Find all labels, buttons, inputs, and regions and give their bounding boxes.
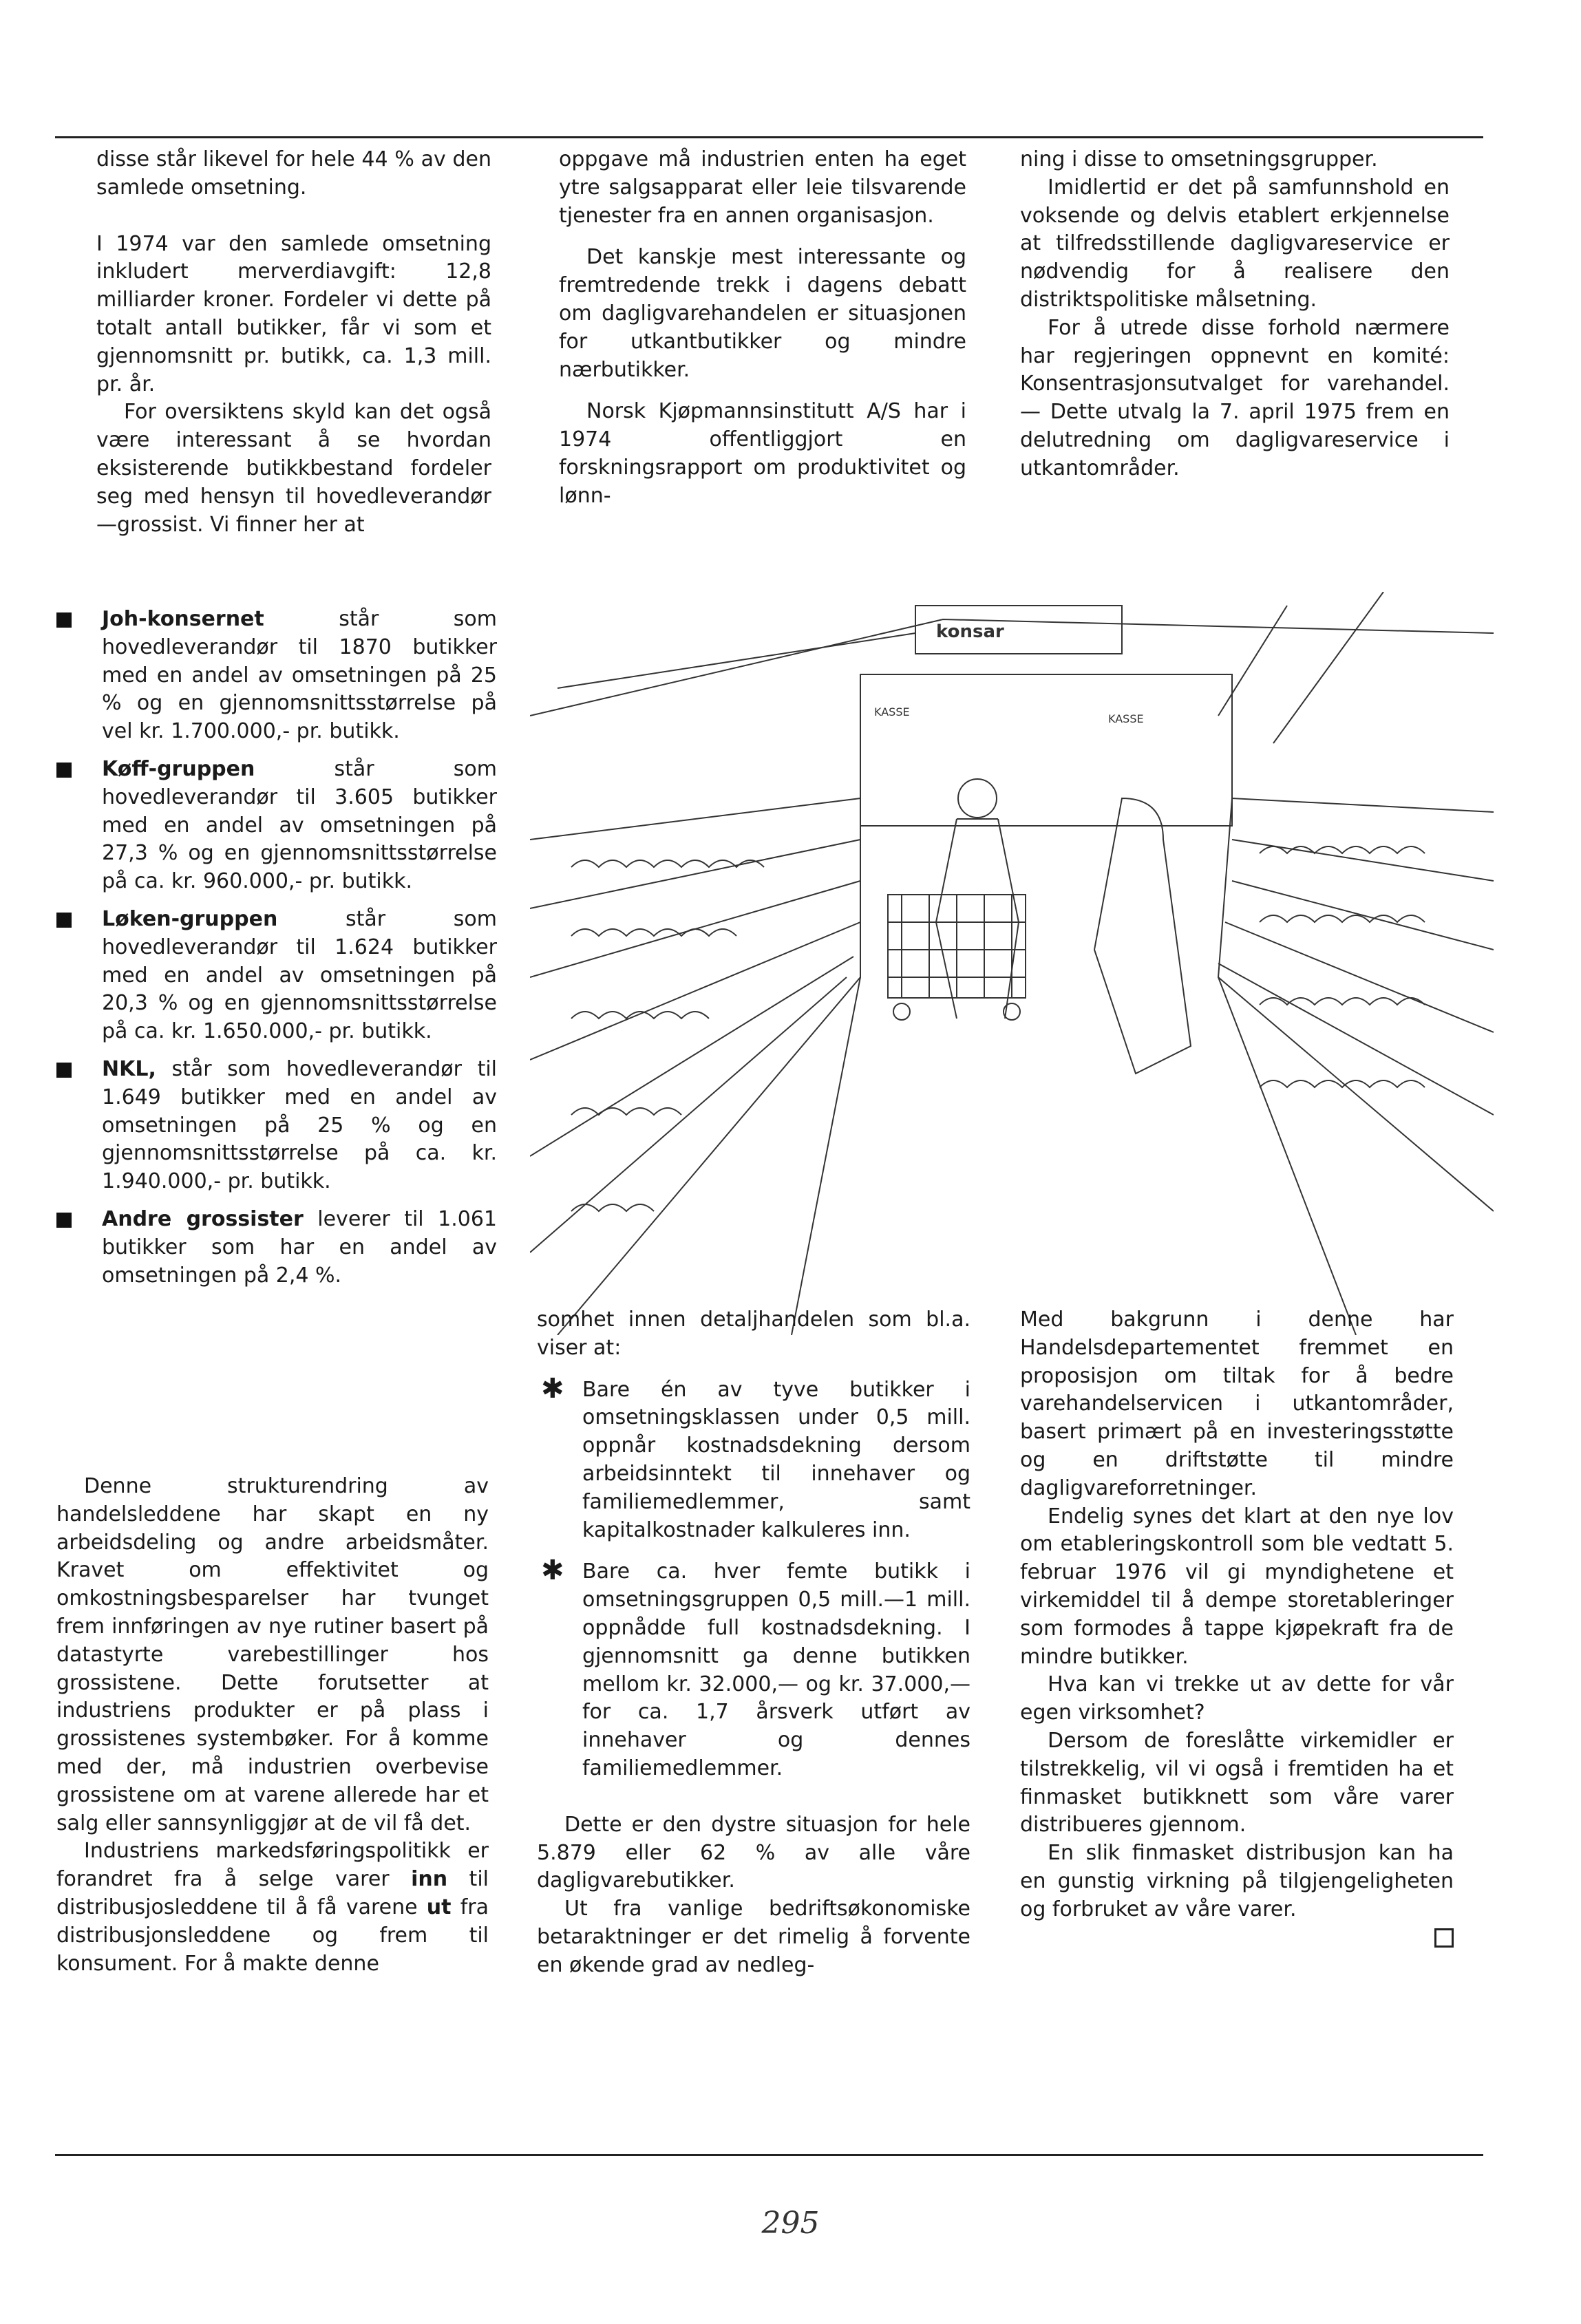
list-item-text: Bare ca. hver femte butikk i omsetningsgruppen 0,5 mill.—1 mill. oppnådde full kostnadsdekning. I gjennomsnitt ga denne butikken mellom kr. 32.000,— og kr. 37.000,— for ca. 1,7 årsverk utført av innehaver og dennes familiemedlemmer. [582, 1559, 970, 1780]
list-item-text: står som hovedleverandør til 1870 butikker med en andel av omsetningen på 25 % og en gjennomsnittsstørrelse på vel kr. 1.700.000,- pr. butikk. [102, 607, 497, 744]
product-stack [1260, 1080, 1425, 1087]
left-shelf [530, 798, 860, 1335]
text-span: Industriens markedsføringspolitikk er forandret fra å selge varer [56, 1839, 489, 1892]
list-item [56, 756, 497, 896]
cart-wheel [893, 1003, 910, 1020]
aisle-line [1218, 977, 1356, 1335]
list-item-text: Bare én av tyve butikker i omsetningsklassen under 0,5 mill. oppnår kostnadsdekning dersom arbeidsinntekt til innehaver og familiemedlemmer, samt kapitalkostnader kalkuleres inn. [582, 1377, 970, 1542]
second-figure [1094, 798, 1191, 1074]
paragraph: Ut fra vanlige bedriftsøkonomiske betaraktninger er det rimelig å forvente en økende grad av nedleg- [537, 1897, 970, 1977]
paragraph: Det kanskje mest interessante og fremtredende trekk i dagens debatt om dagligvarehandelen er situasjonen for utkantbutikker og mindre nærbutikker. [559, 245, 966, 382]
column-1-top [96, 146, 491, 539]
paragraph: Med bakgrunn i denne har Handelsdepartementet fremmet en proposisjon om tiltak for å bedre varehandelservicen i utkantområder, basert primært på en investeringsstøtte og en driftstøtte til mindre dagligvareforretninger. [1020, 1308, 1454, 1500]
square-bullet-icon [56, 612, 72, 628]
list-item [537, 1372, 970, 1545]
end-mark [1020, 1924, 1454, 1952]
column-3-bottom [1020, 1306, 1454, 1952]
paragraph: disse står likevel for hele 44 % av den samlede omsetning. [96, 147, 491, 200]
asterisk-bullet-icon: ✱ [541, 1372, 564, 1405]
square-bullet-icon [56, 1063, 72, 1078]
paragraph: Imidlertid er det på samfunnshold en voksende og delvis etablert erkjennelse at tilfredsstillende dagligvareservice er nødvendig for å realisere den distriktspolitiske målsetning. [1020, 175, 1450, 312]
asterisk-bullet-icon: ✱ [541, 1555, 564, 1587]
list-item-title: NKL, [102, 1056, 156, 1081]
list-item-title: Joh-konsernet [102, 607, 264, 631]
ceiling-line [530, 619, 1494, 716]
emphasis-ut: ut [426, 1895, 452, 1919]
end-of-article-icon [1434, 1928, 1454, 1948]
column-2-top [559, 146, 966, 511]
paragraph: I 1974 var den samlede omsetning inkludert merverdiavgift: 12,8 milliarder kroner. Fordeler vi dette på totalt antall butikker, får vi som et gjennomsnitt pr. butikk, ca. 1,3 mill. pr. år. [96, 231, 491, 396]
ceiling-line [558, 633, 915, 688]
list-item [56, 606, 497, 746]
list-item [56, 1206, 497, 1290]
grossist-list [56, 606, 497, 1299]
paragraph: Denne strukturendring av handelsleddene har skapt en ny arbeidsdeling og andre arbeidsmåter. Kravet om effektivitet og omkostningsbesparelser har tvunget frem innføringen av nye rutiner basert på datastyrte varebestillinger hos grossistene. Dette forutsetter at industriens produkter er på plass i grossistenes systembøker. For å komme med der, må industrien overbevise grossistene om at varene allerede har et salg eller sannsynliggjør at de vil få det. [56, 1474, 489, 1835]
paragraph: somhet innen detaljhandelen som bl.a. viser at: [537, 1308, 970, 1360]
paragraph: Norsk Kjøpmannsinstitutt A/S har i 1974 offentliggjort en forskningsrapport om produktivitet og lønn- [559, 399, 966, 508]
list-item-text: leverer til 1.061 butikker som har en andel av omsetningen på 2,4 %. [102, 1206, 497, 1288]
paragraph: Dersom de foreslåtte virkemidler er tilstrekkelig, vil vi også i fremtiden ha et finmasket butikknett som våre varer distribueres gjennom. [1020, 1728, 1454, 1837]
cart-grid [888, 895, 1026, 998]
product-stack [571, 1012, 709, 1019]
product-stack [1260, 998, 1425, 1005]
ceiling-line [1273, 592, 1383, 743]
shopper-head [958, 779, 997, 818]
aisle-line [792, 977, 860, 1335]
square-bullet-icon [56, 913, 72, 928]
left-shelf [530, 840, 860, 908]
product-stack [571, 929, 736, 936]
column-1-bottom [56, 1473, 489, 1978]
ceiling-line [1218, 606, 1287, 716]
list-item-text: står som hovedleverandør til 1.649 butikker med en andel av omsetningen på 25 % og en gjennomsnittsstørrelse på ca. kr. 1.940.000,- pr. butikk. [102, 1056, 497, 1194]
supermarket-illustration [530, 592, 1494, 1335]
list-item-title: Andre grossister [102, 1206, 304, 1231]
column-2-bottom [537, 1306, 970, 1980]
paragraph: ning i disse to omsetningsgrupper. [1020, 147, 1378, 171]
list-item-text: står som hovedleverandør til 1.624 butikker med en andel av omsetningen på 20,3 % og en gjennomsnittsstørrelse på ca. kr. 1.650.000,- pr. butikk. [102, 906, 497, 1044]
product-stack [1260, 915, 1425, 922]
left-shelf [530, 957, 853, 1156]
back-wall [860, 674, 1232, 826]
shopper-body [936, 819, 1019, 1019]
text-span: til distribusjosleddene til å få varene [56, 1867, 489, 1919]
paragraph [56, 1837, 489, 1978]
paragraph: For oversiktens skyld kan det også være interessant å se hvordan eksisterende butikkbestand fordeler seg med hensyn til hovedleverandør —grossist. Vi finner her at [96, 400, 491, 537]
finding-list [537, 1372, 970, 1783]
right-shelf [1232, 840, 1494, 881]
column-3-top [1020, 146, 1450, 483]
checkout-sign: KASSE [874, 705, 910, 718]
left-shelf [530, 922, 860, 1060]
checkout-sign: KASSE [1108, 712, 1144, 725]
list-item [56, 1056, 497, 1196]
emphasis-inn: inn [411, 1867, 448, 1892]
list-item-title: Løken-gruppen [102, 906, 278, 931]
paragraph: Dette er den dystre situasjon for hele 5.879 eller 62 % av alle våre dagligvarebutikker. [537, 1812, 970, 1893]
list-item-title: Køff-gruppen [102, 756, 255, 781]
paragraph: oppgave må industrien enten ha eget ytre salgsapparat eller leie tilsvarende tjenester fra en annen organisasjon. [559, 147, 966, 228]
left-shelf [530, 977, 847, 1252]
product-stack [571, 860, 764, 867]
right-shelf [1218, 963, 1494, 1115]
list-item [56, 906, 497, 1046]
product-stack [571, 1108, 681, 1115]
list-item [537, 1555, 970, 1782]
paragraph: For å utrede disse forhold nærmere har regjeringen oppnevnt en komité: Konsentrasjonsutvalget for varehandel. — Dette utvalg la 7. april 1975 frem en delutredning om dagligvareservice i utkantområder. [1020, 315, 1450, 480]
top-rule [55, 136, 1483, 138]
list-item-text: står som hovedleverandør til 3.605 butikker med en andel av omsetningen på 27,3 % og en gjennomsnittsstørrelse på ca. kr. 960.000,- pr. butikk. [102, 756, 497, 894]
square-bullet-icon [56, 763, 72, 778]
square-bullet-icon [56, 1213, 72, 1228]
bottom-rule [55, 2154, 1483, 2156]
page-number: 295 [761, 2206, 820, 2241]
paragraph: Hva kan vi trekke ut av dette for vår egen virksomhet? [1020, 1672, 1454, 1725]
store-sign: konsar [936, 621, 1004, 642]
paragraph: Endelig synes det klart at den nye lov om etableringskontroll som ble vedtatt 5. februar 1976 vil gi myndighetene et virkemiddel til å dempe storetableringer som formodes å tappe kjøpekraft fra de mindre butikker. [1020, 1504, 1454, 1669]
text-span: fra distribusjonsleddene og frem til konsument. For å makte denne [56, 1895, 489, 1976]
paragraph: En slik finmasket distribusjon kan ha en gunstig virkning på tilgjengeligheten og forbruket av våre varer. [1020, 1841, 1454, 1921]
